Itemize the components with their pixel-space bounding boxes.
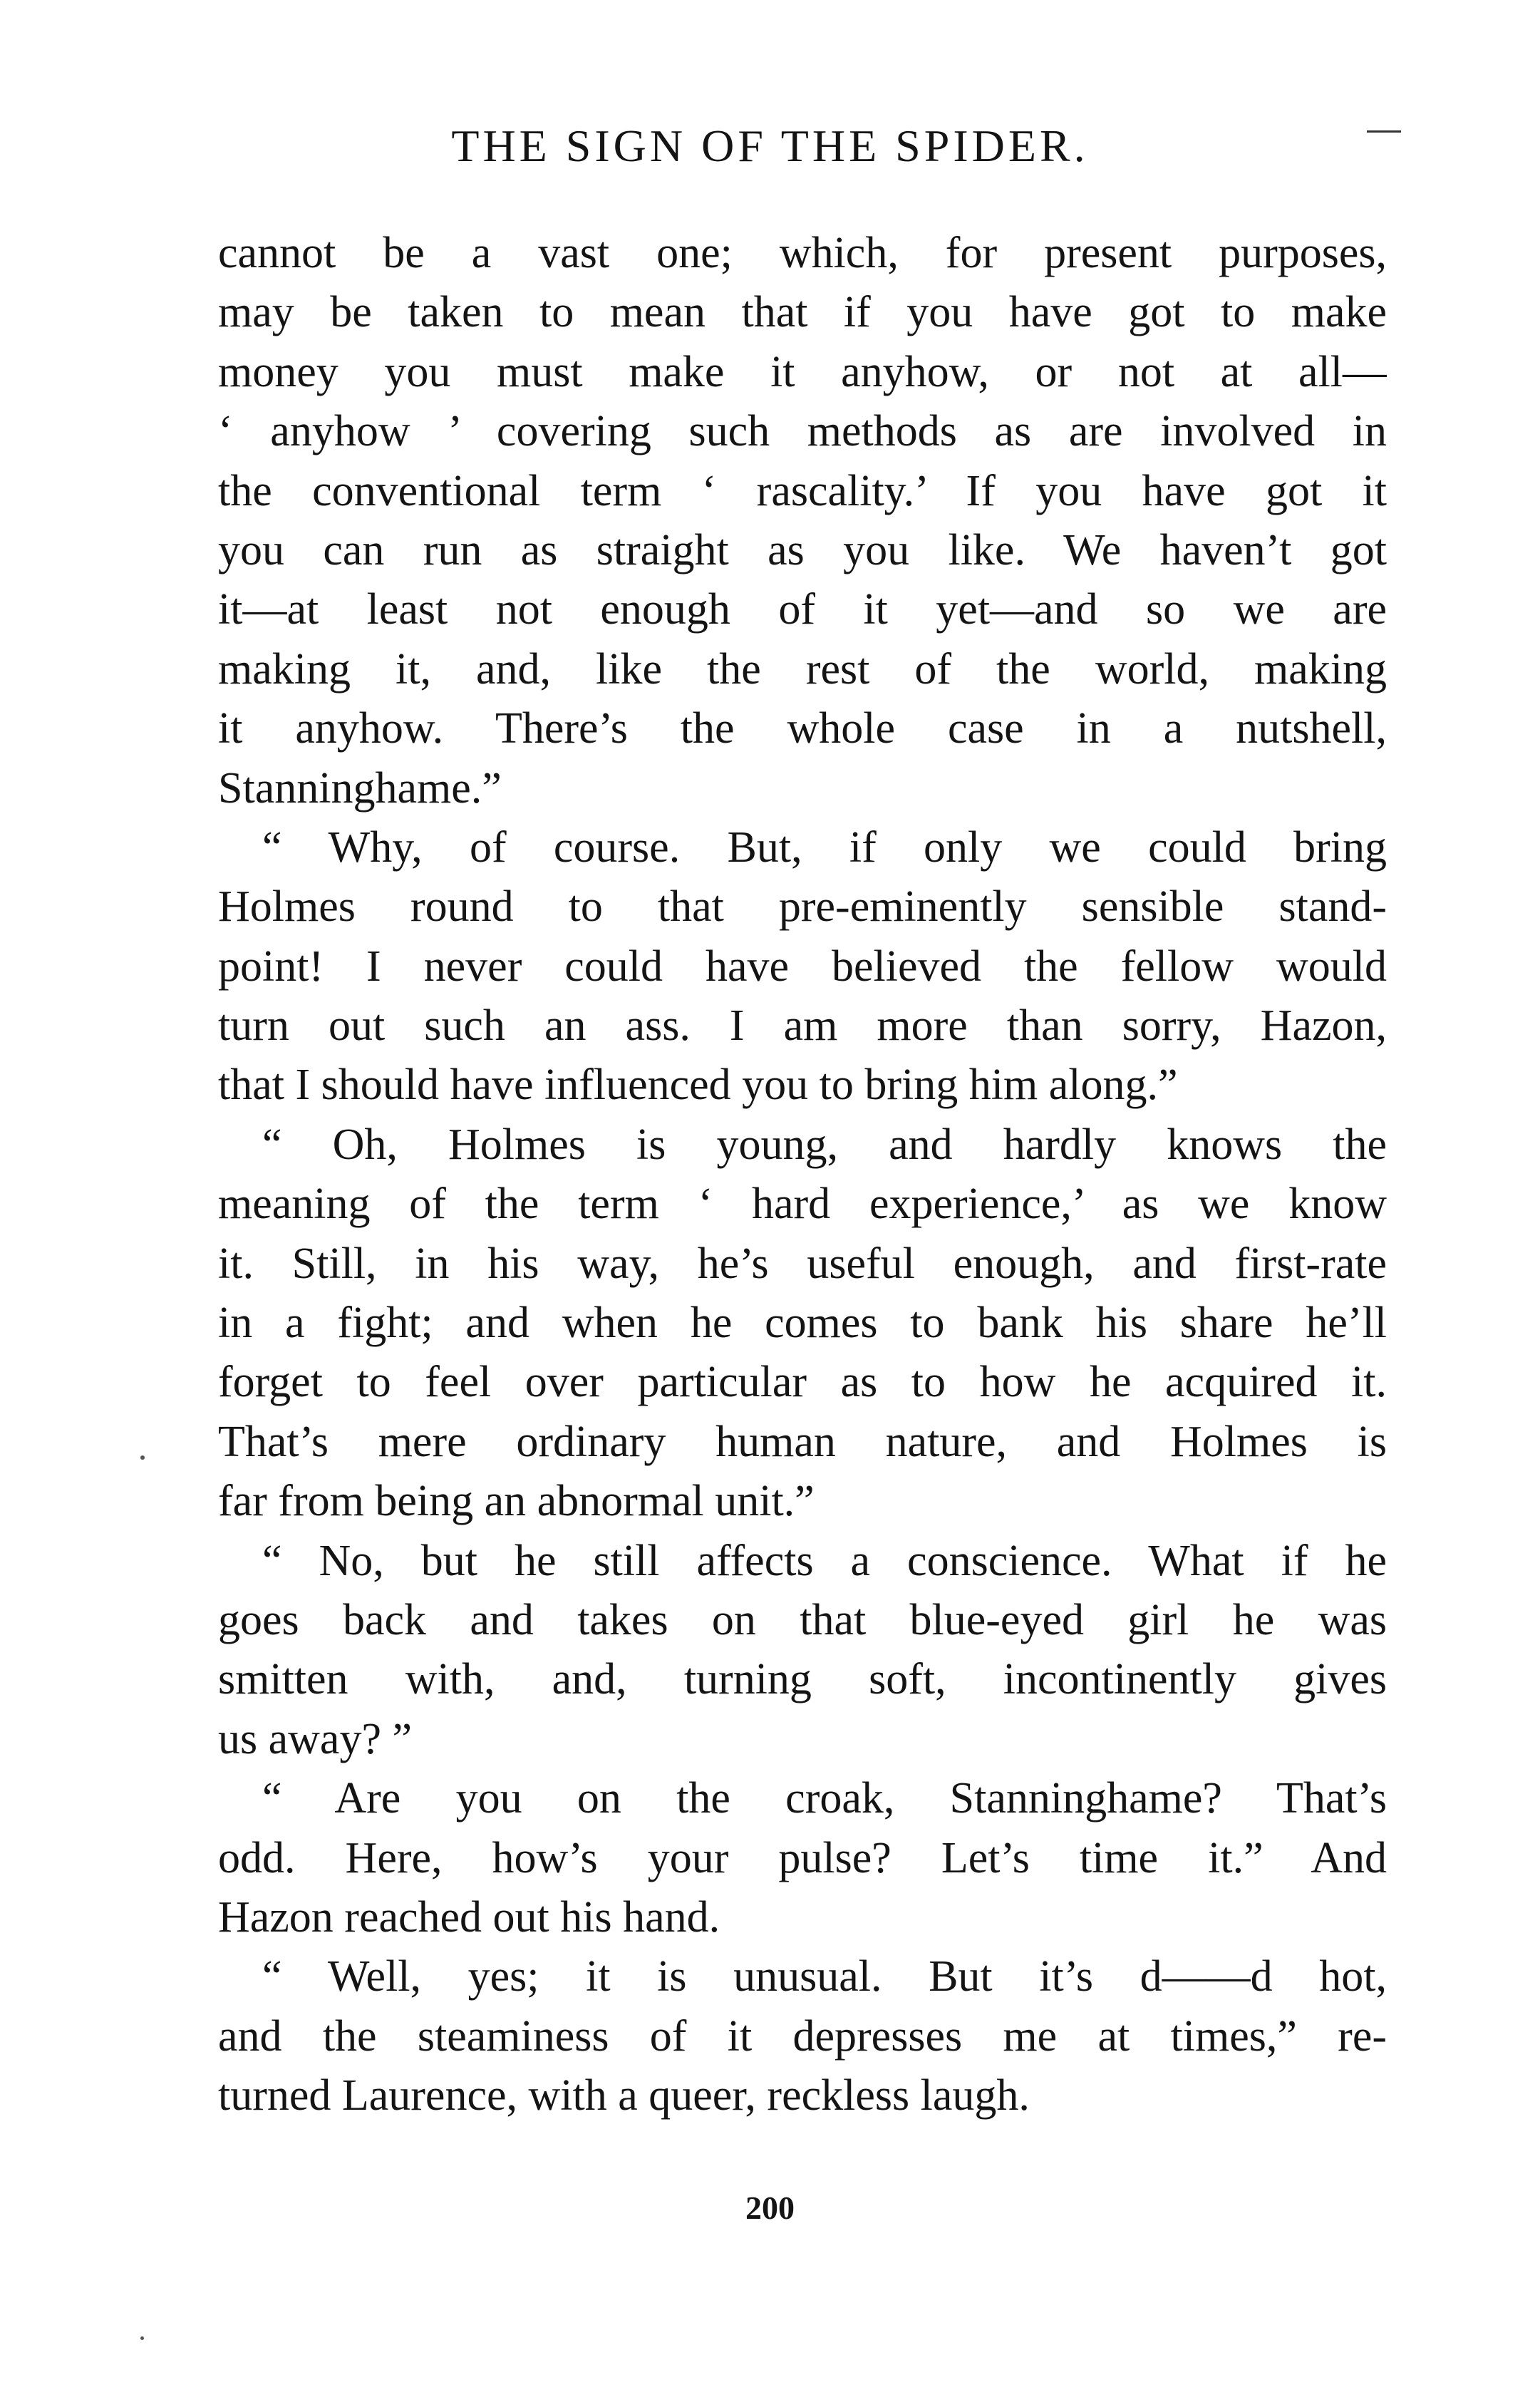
text-line: may be taken to mean that if you have got to make (218, 288, 1387, 337)
text-line: that I should have influenced you to bring him along.” (218, 1061, 1178, 1110)
print-speck (140, 2336, 144, 2340)
text-line: turned Laurence, with a queer, reckless laugh. (218, 2071, 1030, 2120)
text-line: point! I never could have believed the fellow would (218, 942, 1387, 991)
text-line: Holmes round to that pre-eminently sensible stand- (218, 882, 1387, 932)
running-head: THE SIGN OF THE SPIDER. (451, 120, 1089, 171)
text-line: making it, and, like the rest of the world, making (218, 644, 1387, 694)
print-speck (140, 1455, 145, 1460)
text-line: cannot be a vast one; which, for present purposes, (218, 229, 1387, 277)
text-line: it—at least not enough of it yet—and so we are (218, 585, 1387, 634)
body-text (218, 224, 1387, 2126)
text-line: it anyhow. There’s the whole case in a nutshell, (218, 704, 1387, 753)
print-mark (1367, 130, 1401, 133)
text-line: ‘ anyhow ’ covering such methods as are involved in (218, 407, 1387, 456)
text-line: it. Still, in his way, he’s useful enough, and first-rate (218, 1239, 1387, 1288)
text-line: meaning of the term ‘ hard experience,’ as we know (218, 1180, 1387, 1229)
text-line: “ Oh, Holmes is young, and hardly knows the (262, 1120, 1387, 1169)
text-line: Stanninghame.” (218, 763, 502, 813)
text-line: money you must make it anyhow, or not at all— (218, 347, 1387, 396)
text-line: and the steaminess of it depresses me at times,” re- (218, 2011, 1387, 2061)
text-line: “ No, but he still affects a conscience. What if he (262, 1536, 1387, 1585)
text-line: the conventional term ‘ rascality.’ If you have got it (218, 466, 1387, 515)
text-line: far from being an abnormal unit.” (218, 1477, 815, 1526)
text-line: forget to feel over particular as to how he acquired it. (218, 1358, 1387, 1407)
text-line: in a fight; and when he comes to bank his share he’ll (218, 1299, 1387, 1348)
text-line: “ Are you on the croak, Stanninghame? That’s (262, 1774, 1387, 1823)
text-line: “ Well, yes; it is unusual. But it’s d——d hot, (262, 1952, 1387, 2001)
text-line: odd. Here, how’s your pulse? Let’s time it.” And (218, 1833, 1387, 1882)
text-line: Hazon reached out his hand. (218, 1892, 720, 1942)
text-line: us away? ” (218, 1714, 412, 1763)
text-line: That’s mere ordinary human nature, and Holmes is (218, 1417, 1387, 1466)
text-line: smitten with, and, turning soft, incontinently gives (218, 1655, 1387, 1704)
text-line: turn out such an ass. I am more than sorry, Hazon, (218, 1001, 1387, 1051)
text-line: goes back and takes on that blue-eyed girl he was (218, 1595, 1387, 1644)
text-line: you can run as straight as you like. We haven’t got (218, 525, 1387, 574)
page-number: 200 (745, 2190, 795, 2226)
text-line: “ Why, of course. But, if only we could bring (262, 823, 1387, 872)
